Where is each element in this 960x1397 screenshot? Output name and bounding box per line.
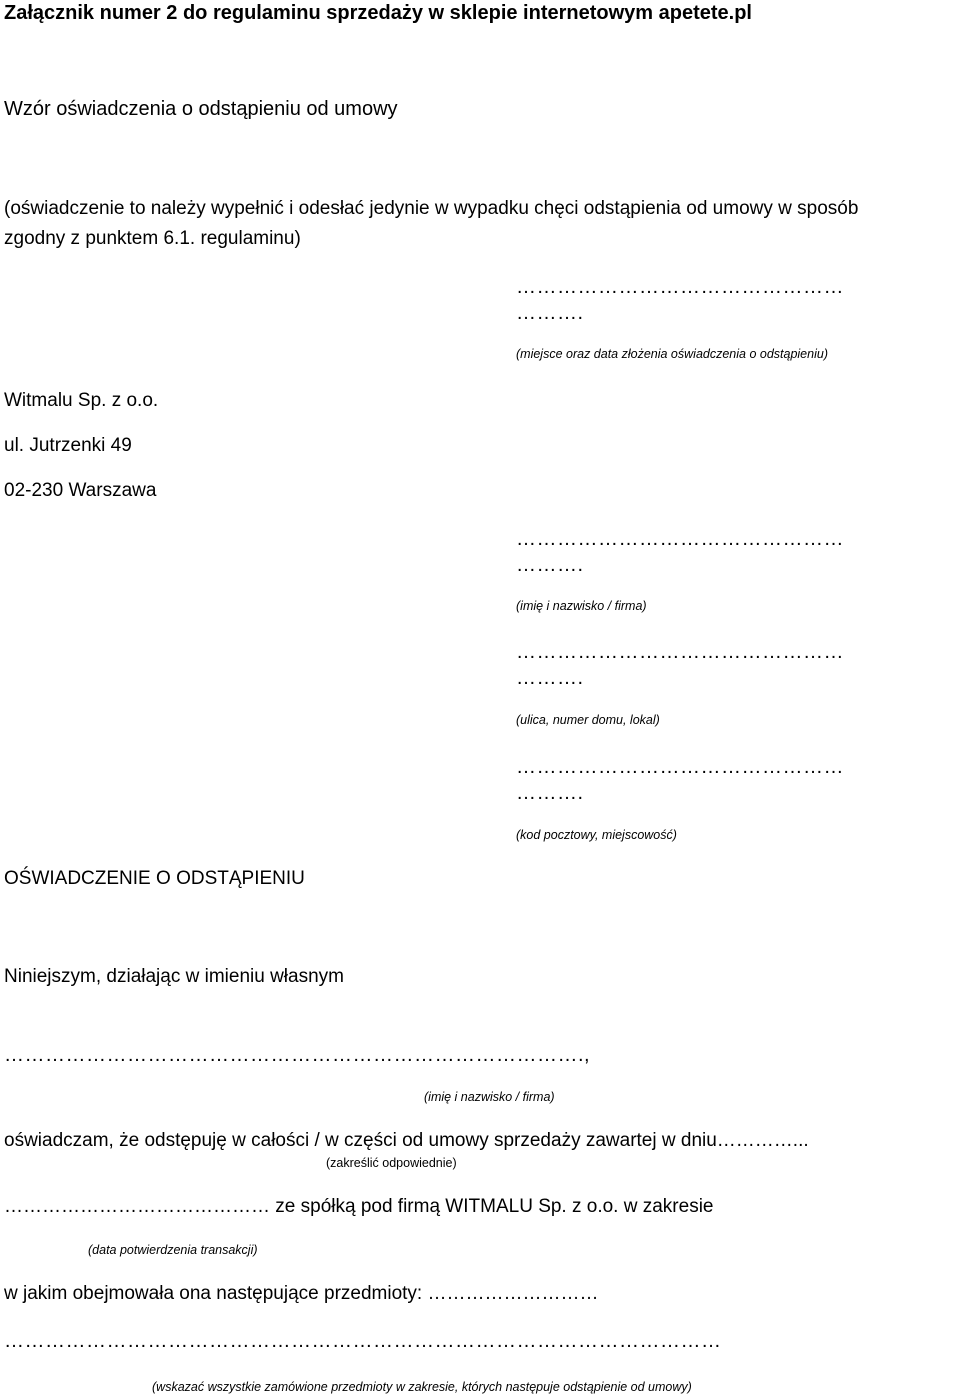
statement-name-dots: …………………………………………………………………………., (4, 1044, 591, 1066)
statement-declaration-caption: (zakreślić odpowiednie) (326, 1156, 457, 1170)
statement-transaction-line (4, 1196, 714, 1218)
sender-name-caption: (imię i nazwisko / firma) (516, 599, 647, 613)
statement-transaction-caption: (data potwierdzenia transakcji) (88, 1243, 258, 1257)
sender-city-dots-line-1: ………………………………………… (516, 756, 844, 778)
sender-name-dots-line-2: ………. (516, 554, 584, 576)
statement-heading: OŚWIADCZENIE O ODSTĄPIENIU (4, 868, 305, 889)
transaction-company-text: ze spółką pod firmą WITMALU Sp. z o.o. w zakresie (270, 1196, 714, 1217)
statement-declaration: oświadczam, że odstępuję w całości / w części od umowy sprzedaży zawartej w dniu…………... (4, 1130, 809, 1151)
recipient-street: ul. Jutrzenki 49 (4, 435, 132, 456)
instruction-line-1: (oświadczenie to należy wypełnić i odesłać jedynie w wypadku chęci odstąpienia od umowy w sposób (4, 198, 859, 219)
sender-city-caption: (kod pocztowy, miejscowość) (516, 828, 677, 842)
sender-name-dots-line-1: ………………………………………… (516, 528, 844, 550)
sender-city-dots-line-2: ………. (516, 782, 584, 804)
statement-items-dots: …………………………………………………………………………………………… (4, 1330, 722, 1352)
recipient-company: Witmalu Sp. z o.o. (4, 390, 159, 411)
statement-intro: Niniejszym, działając w imieniu własnym (4, 966, 344, 987)
document-subtitle: Wzór oświadczenia o odstąpieniu od umowy (4, 98, 398, 120)
sender-street-dots-line-1: ………………………………………… (516, 641, 844, 663)
sender-street-dots-line-2: ………. (516, 667, 584, 689)
statement-items-caption: (wskazać wszystkie zamówione przedmioty w zakresie, których następuje odstąpienie od umowy) (152, 1380, 692, 1394)
place-date-dots-line-2: ………. (516, 302, 584, 324)
sender-street-caption: (ulica, numer domu, lokal) (516, 713, 660, 727)
transaction-date-dots: …………………………………… (4, 1196, 270, 1217)
place-date-dots-line-1: ………………………………………… (516, 276, 844, 298)
statement-items-text: w jakim obejmowała ona następujące przedmioty: ……………………… (4, 1283, 599, 1304)
document-title: Załącznik numer 2 do regulaminu sprzedaży w sklepie internetowym apetete.pl (4, 2, 752, 24)
recipient-city: 02-230 Warszawa (4, 480, 157, 501)
statement-name-caption: (imię i nazwisko / firma) (424, 1090, 555, 1104)
place-date-caption: (miejsce oraz data złożenia oświadczenia o odstąpieniu) (516, 347, 828, 361)
instruction-line-2: zgodny z punktem 6.1. regulaminu) (4, 228, 301, 249)
